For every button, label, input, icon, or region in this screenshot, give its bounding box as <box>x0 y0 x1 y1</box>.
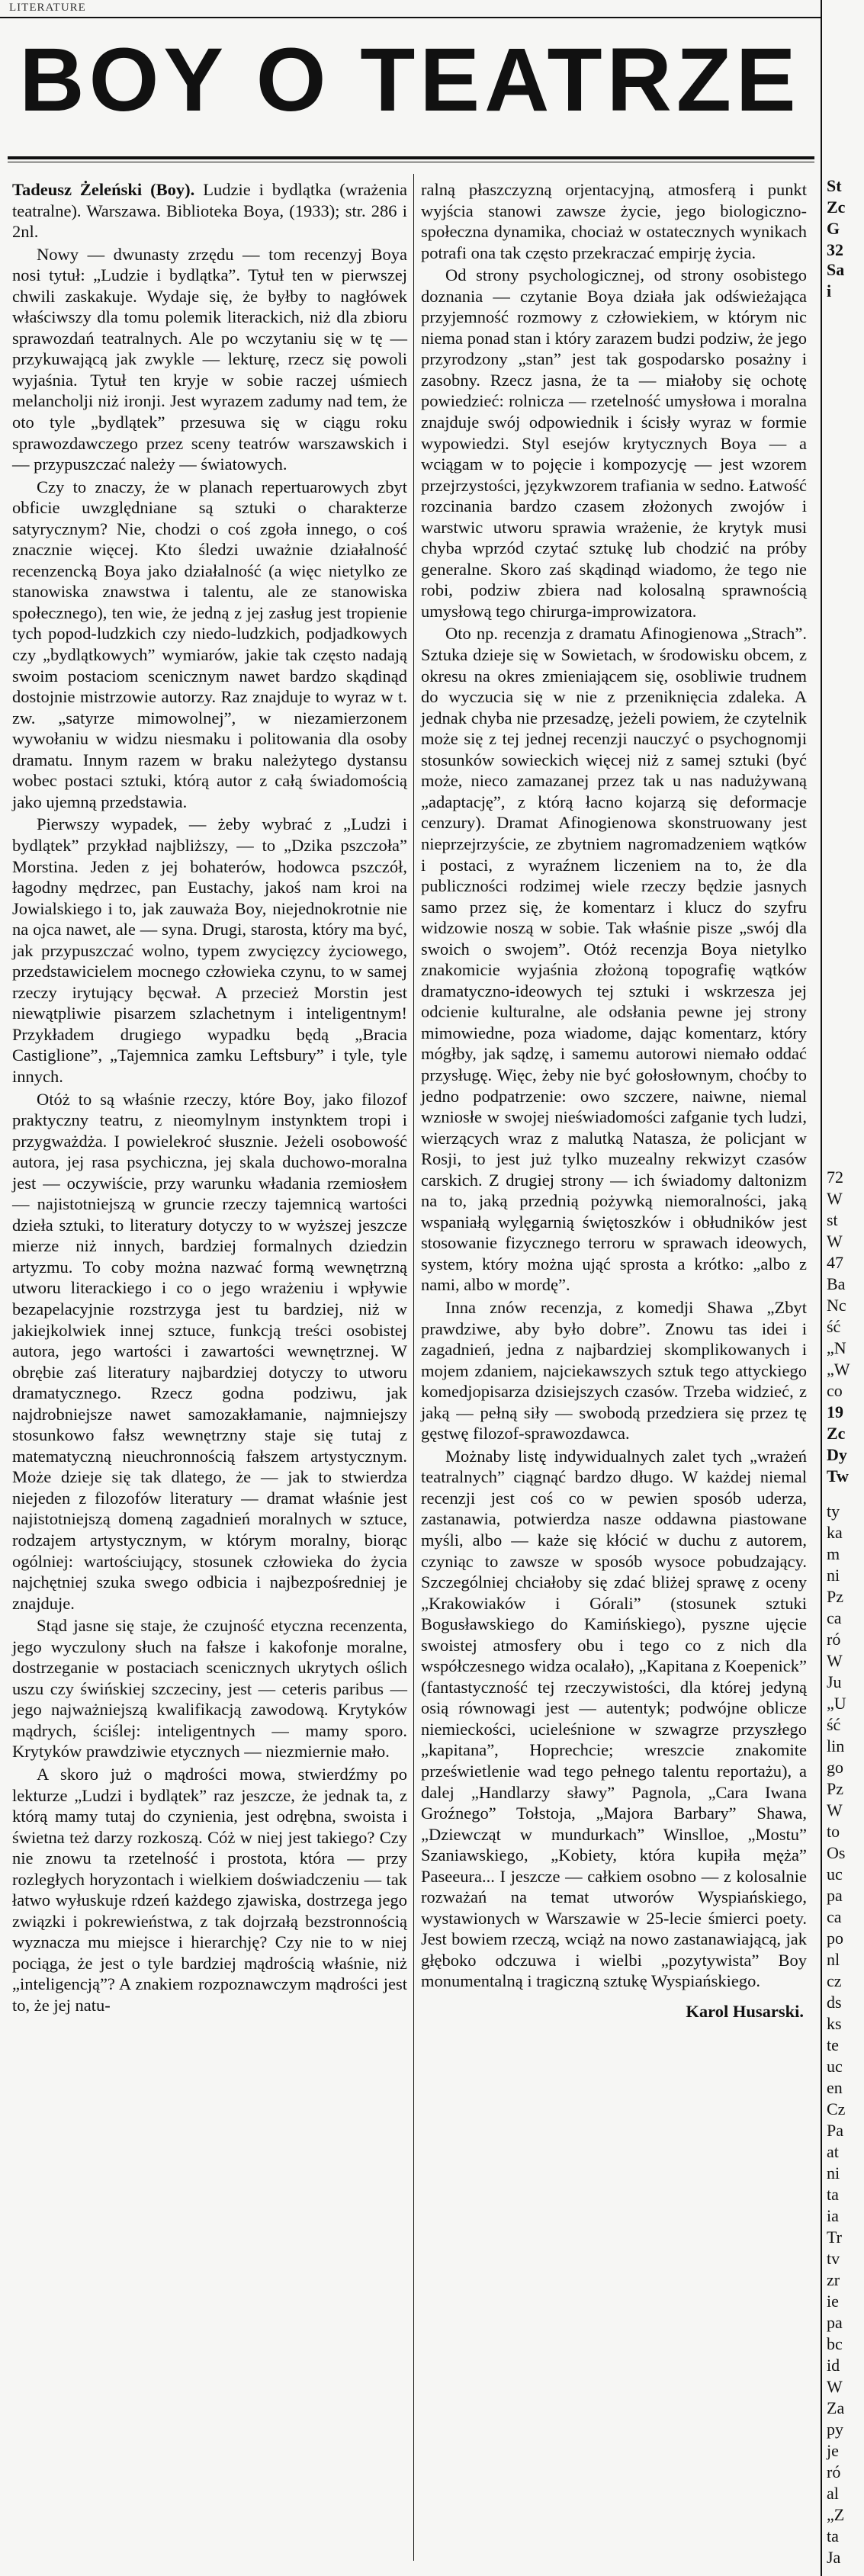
adjacent-column-fragment <box>824 0 864 2576</box>
sidebar-fragment: „Z <box>827 2505 845 2524</box>
paragraph: Stąd jasne się staje, że czujność etyczna recenzenta, jego wyczulony słuch na fałsze i kakofonje moralne, dostrzeganie w postaciach scenicznych ukrytych oślich uszu czy świńskiej szczeciny, jest — ceteris paribus — jego najważniejszą kwalifikacją zawodową. Krytyków mądrych, ściślej: inteligentnych — mamy sporo. Krytyków prawdziwie etycznych — niezmiernie mało. <box>12 1616 407 1762</box>
author-signature: Karol Husarski. <box>686 2002 804 2022</box>
sidebar-fragment: tv <box>827 2249 840 2268</box>
sidebar-fragment: uc <box>827 2057 843 2076</box>
sidebar-fragment: ni <box>827 1566 840 1585</box>
sidebar-fragment: bc <box>827 2334 843 2353</box>
sidebar-fragment: pa <box>827 2313 843 2332</box>
sidebar-fragment: Tw <box>827 1466 849 1486</box>
sidebar-divider <box>821 0 822 2576</box>
sidebar-fragment: ni <box>827 2163 840 2183</box>
sidebar-fragment: Pa <box>827 2121 843 2140</box>
sidebar-fragment: ty <box>827 1502 840 1521</box>
sidebar-fragment: Ba <box>827 1274 846 1293</box>
bibliography-note <box>12 179 407 243</box>
bibliography-details: Ludzie i bydlątka (wrażenia teatralne). Warszawa. Biblioteka Boya, (1933); str. 286 i 2nl. <box>12 180 407 242</box>
sidebar-fragment: ia <box>827 2206 839 2225</box>
header-rule <box>0 17 822 18</box>
paragraph: Pierwszy wypadek, — żeby wybrać z „Ludzi i bydlątek” przykład najbliższy, — to „Dzika pszczoła” Morstina. Jeden z jej bohaterów, hodowca pszczół, łagodny mędrzec, pan Eustachy, jakoś nam kroi na Jowialskiego i to, jak zauważa Boy, niejednokrotnie nie na ojca nawet, ale — syna. Drugi, starosta, który ma być, jak przypuszczać wolno, typem zwycięzcy życiowego, przedstawicielem mocnego człowieka czynu, to w samej rzeczy irytujący bęcwał. A przecież Morstin jest niewątpliwie pisarzem szlachetnym i inteligentnym! Przykładem drugiego wypadku będą „Bracia Castiglione”, „Tajemnica zamku Leftsbury” i tyle, tyle innych. <box>12 814 407 1086</box>
sidebar-fragment: nl <box>827 1950 840 1969</box>
section-label: LITERATURE <box>9 2 86 14</box>
sidebar-fragment: W <box>827 1189 843 1208</box>
sidebar-fragment: po <box>827 1929 843 1948</box>
sidebar-fragment: W <box>827 2377 843 2396</box>
sidebar-fragment: Os <box>827 1843 846 1862</box>
sidebar-fragment: ró <box>827 2462 841 2481</box>
paragraph: Możnaby listę indywidualnych zalet tych „wrażeń teatralnych” ciągnąć bardzo długo. W każdej niemal recenzji jest coś co w pewien sposób uderza, zastanawia, potwierdza nasze oddawna piastowane myśli, albo — każe się kłócić w duchu z autorem, czyniąc to zawsze w sposób wysoce pobudzający. Szczególniej chciałoby się zdać bliżej sprawę z oceny „Krakowiaków i Górali” (stosunek sztuki Bogusławskiego do Kamińskiego), pyszne ujęcie swoistej atmosfery obu i tego co z nich dla współczesnego widza ocalało), „Kapitana z Koepenick” (fantastyczność tej rzeczywistości, dla której jedyną osią równowagi jest — autentyk; podwójne oblicze niemieckości, ucieleśnione w szwagrze przyszłego „kapitana”, Hoprechcie; wreszcie znakomite prześwietlenie wad tego pełnego talentu reportażu), a dalej „Handlarzy sławy” Pagnola, „Cara Iwana Groźnego” Tołstoja, „Majora Barbary” Shawa, „Dziewcząt w mundurkach” Winslloe, „Mostu” Szaniawskiego, „Kobiety, która kupiła męża” Paseeura... I jeszcze — całkiem osobno — z kolosalnie rozważań na temat utworów Wyspiańskiego, wystawionych w Warszawie w 25-lecie śmierci poety. Jest bowiem rzeczą, wciąż na nowo zastanawiającą, jak głęboko odczuwa i wielbi „pozytywista” Boy monumentalną i tragiczną sztukę Wyspiańskiego. <box>421 1446 807 1991</box>
sidebar-fragment: i <box>827 281 832 300</box>
sidebar-fragment: at <box>827 2142 839 2161</box>
sidebar-fragment: ró <box>827 1630 841 1649</box>
sidebar-fragment: Sa <box>827 260 845 279</box>
sidebar-fragment: Nc <box>827 1296 846 1315</box>
sidebar-fragment: W <box>827 1800 843 1820</box>
sidebar-fragment: pa <box>827 1886 843 1905</box>
sidebar-fragment: ta <box>827 2185 839 2204</box>
sidebar-fragment: W <box>827 1651 843 1670</box>
sidebar-fragment: ds <box>827 1993 842 2012</box>
sidebar-fragment: Dy <box>827 1445 847 1464</box>
article-column-1 <box>12 179 407 2016</box>
paragraph: Oto np. recenzja z dramatu Afinogienowa „Strach”. Sztuka dzieje się w Sowietach, w środowisku obcem, z okresu na okres zmieniającem się, osobliwie trudnem do wyczucia się w nie z przeniknięcia zdaleka. A jednak chyba nie przesadzę, jeżeli powiem, że czytelnik może się z tej jednej recenzji nauczyć o psychognomji stosunków sowieckich więcej niż z samej sztuki (być może, nieco zamazanej przez tak u nas nadużywaną „adaptację”, z którą łacno kojarzą się deformacje cenzury). Dramat Afinogienowa skonstruowany jest nieprzejrzyście, ze zbytniem nagromadzeniem wątków i postaci, z wyraźnem liczeniem na to, że dla publiczności rodzimej wiele rzeczy będzie jasnych samo przez się, że komentarz i klucz do szyfru widzowie noszą w sobie. Tak właśnie pisze „swój dla swoich o swojem”. Otóż recenzja Boya nietylko znakomicie wyjaśnia złożoną topografię wątków dramatyczno-ideowych tej sztuki i wskrzesza jej odcienie kulturalne, ale odsłania pewne jej strony mimowiedne, poza wiadome, dając komentarz, który mógłby, jak sądzę, i samemu autorowi niemało oddać przysługę. Więc, żeby nie być gołosłownym, choćby to jedno podpatrzenie: owo szczere, naiwne, niemal wzniosłe w swojej nieświadomości zafganie tych ludzi, wierzących wraz z malutką Natasza, że policjant w Rosji, to jest już tylko muzealny rekwizyt czasów carskich. Z drugiej strony — ich świadomy daltonizm na to, jaką przednią pożywką niemoralności, jaką wspaniałą wylęgarnią świętoszków i obłudników jest stosowanie fizycznego terroru w sprawach ideowych, system, który można ująć sprosta a krótko: „albo z nami, albo w mordę”. <box>421 624 807 1295</box>
sidebar-fragment: Za <box>827 2398 845 2417</box>
sidebar-fragment: al <box>827 2484 839 2503</box>
sidebar-fragment: ta <box>827 2526 839 2545</box>
section-header <box>0 0 864 17</box>
sidebar-fragment: Ja <box>827 2548 841 2567</box>
paragraph: Otóż to są właśnie rzeczy, które Boy, jako filozof praktyczny teatru, z nieomylnym instynktem tropi i przygważdża. I powielekroć słusznie. Jeżeli osobowość autora, jej rasa psychiczna, jej skala duchowo-moralna jest — oczywiście, przy warunku władania rzemiosłem — najistotniejszą w gruncie rzeczy tajemnicą wartości dzieła sztuki, to literatury dotyczy to w wyższej jeszcze mierze niż innych, bardziej formalnych dziedzin artyzmu. To coby można nazwać formą wewnętrzną utworu literackiego i co o jego wrażeniu i wpływie bezapelacyjnie rozstrzyga jest tu bardziej, niż w jakiejkolwiek innej sztuce, funkcją treści osobistej autora, jego wartości i zawartości wewnętrznej. W obrębie zaś literatury najbardziej dotyczy to utworu dramatycznego. Rzecz godna podziwu, jak najdrobniejsze nawet samozakłamanie, najmniejszy stosunkowo fałsz wewnętrzny staje się tutaj z matematyczną nieuchronnością fałszem artystycznym. Może dzieje się tak dlatego, że — jak to stwierdza niejeden z filozofów literatury — dramat właśnie jest najistotniejszą domeną zagadnień moralnych w sztuce, rodzajem artystycznym, w którym moralny, biorąc ogólniej: wartościujący, stosunek człowieka do życia najchętniej szuka swego odbicia i najbezpośredniej je znajduje. <box>12 1089 407 1613</box>
paragraph: Od strony psychologicznej, od strony osobistego doznania — czytanie Boya działa jak odświeżająca przyjemność rozmowy z człowiekiem, w którym nic niema ponad stan i który zarazem budzi podziw, że jego przyrodzony „stan” jest tak gospodarsko posażny i zasobny. Rzecz jasna, że ta — miałoby się ochotę powiedzieć: rolnicza — rzetelność umysłowa i moralna znajduje swój odpowiednik i ścisły wyraz w formie wypowiedzi. Styl esejów krytycznych Boya — a wciągam w to pojęcie i kompozycję — jest wzorem przejrzystości, językwzorem trafiania w sedno. Łatwość rozcinania bardzo czasem złożonych zwojów i warstwic utworu sprawia wrażenie, że krytyk musi chyba wprzód czytać sztukę lub chodzić na próby generalne. Skoro zaś skądinąd wiadomo, że tego nie robi, podziw zbiera nad kolosalną sprawnością umysłową tego chirurga-improwizatora. <box>421 265 807 621</box>
sidebar-fragment: „U <box>827 1694 846 1713</box>
sidebar-fragment: Cz <box>827 2099 846 2118</box>
sidebar-fragment: py <box>827 2420 843 2439</box>
paragraph: Czy to znaczy, że w planach repertuarowych zbyt obficie uwzględniane są sztuki o charakterze satyrycznym? Nie, chodzi o coś zgoła innego, o coś znacznie więcej. Kto śledzi uważnie działalność recenzencką Boya jako działalność (a więc nietylko ze stanowiska znawstwa i talentu, ale ze stanowiska społecznego), ten wie, że jedną z jej zasług jest tropienie tych popod-ludzkich czy niedo-ludzkich, podjadkowych czy „bydlątkowych” wymiarów, jakie tak często nadają swoim postaciom scenicznym nawet bardzo skądinąd dostojnie mistrzowie autorzy. Raz znajduje to wyraz w t. zw. „satyrze mimowolnej”, w niezamierzonem wywołaniu w widzu niesmaku i politowania dla osoby dramatu. Innym razem w braku należytego dystansu wobec postaci sztuki, którą autor z całą świadomością jako ujemną przedstawia. <box>12 477 407 811</box>
sidebar-fragment: ks <box>827 2014 842 2033</box>
bibliography-author: Tadeusz Żeleński (Boy). <box>12 180 195 199</box>
paragraph: A skoro już o mądrości mowa, stwierdźmy po lekturze „Ludzi i bydlątek” raz jeszcze, że jednak ta, z którą mamy tutaj do czynienia, jest odrębna, swoista i świetna też darzy rozkoszą. Cóż w niej jest takiego? Czy nie znowu ta rzetelność i prostota, która — przy rozległych horyzontach i wielkiem doświadczeniu — tak łatwo wyłuskuje rdzeń każdego zjawiska, dostrzega jego związki i pokrewieństwa, z tak dojrzałą bezstronnością wyznacza mu miejsce i hierarchję? Czy nie to w niej pociąga, że jest o tyle bardziej mądrością właśnie, niż „inteligencją”? A znakiem rozpoznawczym mądrości jest to, że jej natu- <box>12 1765 407 2016</box>
sidebar-fragment: „N <box>827 1338 846 1357</box>
sidebar-fragment: Ju <box>827 1672 842 1691</box>
sidebar-fragment: ść <box>827 1715 841 1734</box>
sidebar-fragment: lin <box>827 1736 845 1755</box>
sidebar-fragment: 19 <box>827 1402 843 1421</box>
sidebar-fragment: je <box>827 2441 839 2460</box>
sidebar-fragment: m <box>827 1544 840 1563</box>
sidebar-fragment: cz <box>827 1971 842 1990</box>
article-column-2 <box>421 179 807 2022</box>
sidebar-fragment: 47 <box>827 1253 843 1272</box>
sidebar-fragment: G <box>827 219 840 238</box>
page-title: BOY O TEATRZE <box>19 30 801 130</box>
sidebar-fragment: Pz <box>827 1779 843 1798</box>
sidebar-fragment: id <box>827 2356 840 2375</box>
sidebar-fragment: co <box>827 1381 843 1400</box>
sidebar-fragment: ca <box>827 1608 842 1627</box>
sidebar-fragment: Zc <box>827 1424 846 1443</box>
sidebar-fragment: to <box>827 1822 840 1841</box>
sidebar-fragment: ca <box>827 1907 842 1926</box>
sidebar-fragment: St <box>827 176 842 195</box>
sidebar-fragment: en <box>827 2078 843 2097</box>
sidebar-fragment: 72 <box>827 1168 843 1187</box>
sidebar-fragment: Tr <box>827 2228 842 2247</box>
sidebar-fragment: te <box>827 2035 839 2054</box>
sidebar-fragment: uc <box>827 1865 843 1884</box>
paragraph: Nowy — dwunasty zrzędu — tom recenzyj Boya nosi tytuł: „Ludzie i bydlątka”. Tytuł ten w pierwszej chwili zaskakuje. Wydaje się, że byłby to nagłówek właściwszy dla tomu polemik literackich, niż dla zbioru sprawozdań teatralnych. Ale po wczytaniu się w tę — przykuwającą jak zwykle — lekturę, rzecz się powoli wyjaśnia. Tytuł ten kryje w sobie raczej uśmiech melancholji niż ironji. Jest wyrazem zadumy nad tem, że oto tyle „bydlątek” przesuwa się w ciągu roku sprawozdawczego przez sceny teatrów warszawskich i — przypuszczać należy — światowych. <box>12 244 407 474</box>
sidebar-fragment: st <box>827 1210 838 1229</box>
sidebar-fragment: ść <box>827 1317 841 1336</box>
title-rule <box>8 156 814 159</box>
sidebar-fragment: ka <box>827 1523 843 1542</box>
sidebar-fragment: go <box>827 1758 843 1777</box>
sidebar-fragment: 32 <box>827 240 843 259</box>
sidebar-fragment: zr <box>827 2270 840 2289</box>
sidebar-fragment: W <box>827 1232 843 1251</box>
sidebar-fragment: „W <box>827 1360 850 1379</box>
column-divider <box>413 174 414 2561</box>
sidebar-fragment: Zc <box>827 198 846 217</box>
sidebar-fragment: Pz <box>827 1587 843 1606</box>
paragraph: Inna znów recenzja, z komedji Shawa „Zbyt prawdziwe, aby było dobre”. Znowu tas idei i zagadnień, jedna z najbardziej skomplikowanych i mojem zdaniem, najciekawszych sztuk tego attyckiego komedjopisarza dzisiejszych czasów. Trzeba widzieć, z jaką — pełną siły — swobodą przedziera się przez tę gęstwę filozof-sprawozdawca. <box>421 1297 807 1444</box>
paragraph: ralną płaszczyzną orjentacyjną, atmosferą i punkt wyjścia stanowi zawsze życie, jego biologiczno-społeczna dynamika, chociaż w ostatecznych wynikach potrafi ona tak często przekraczać empirję życia. <box>421 180 807 262</box>
sidebar-fragment: ie <box>827 2292 839 2311</box>
